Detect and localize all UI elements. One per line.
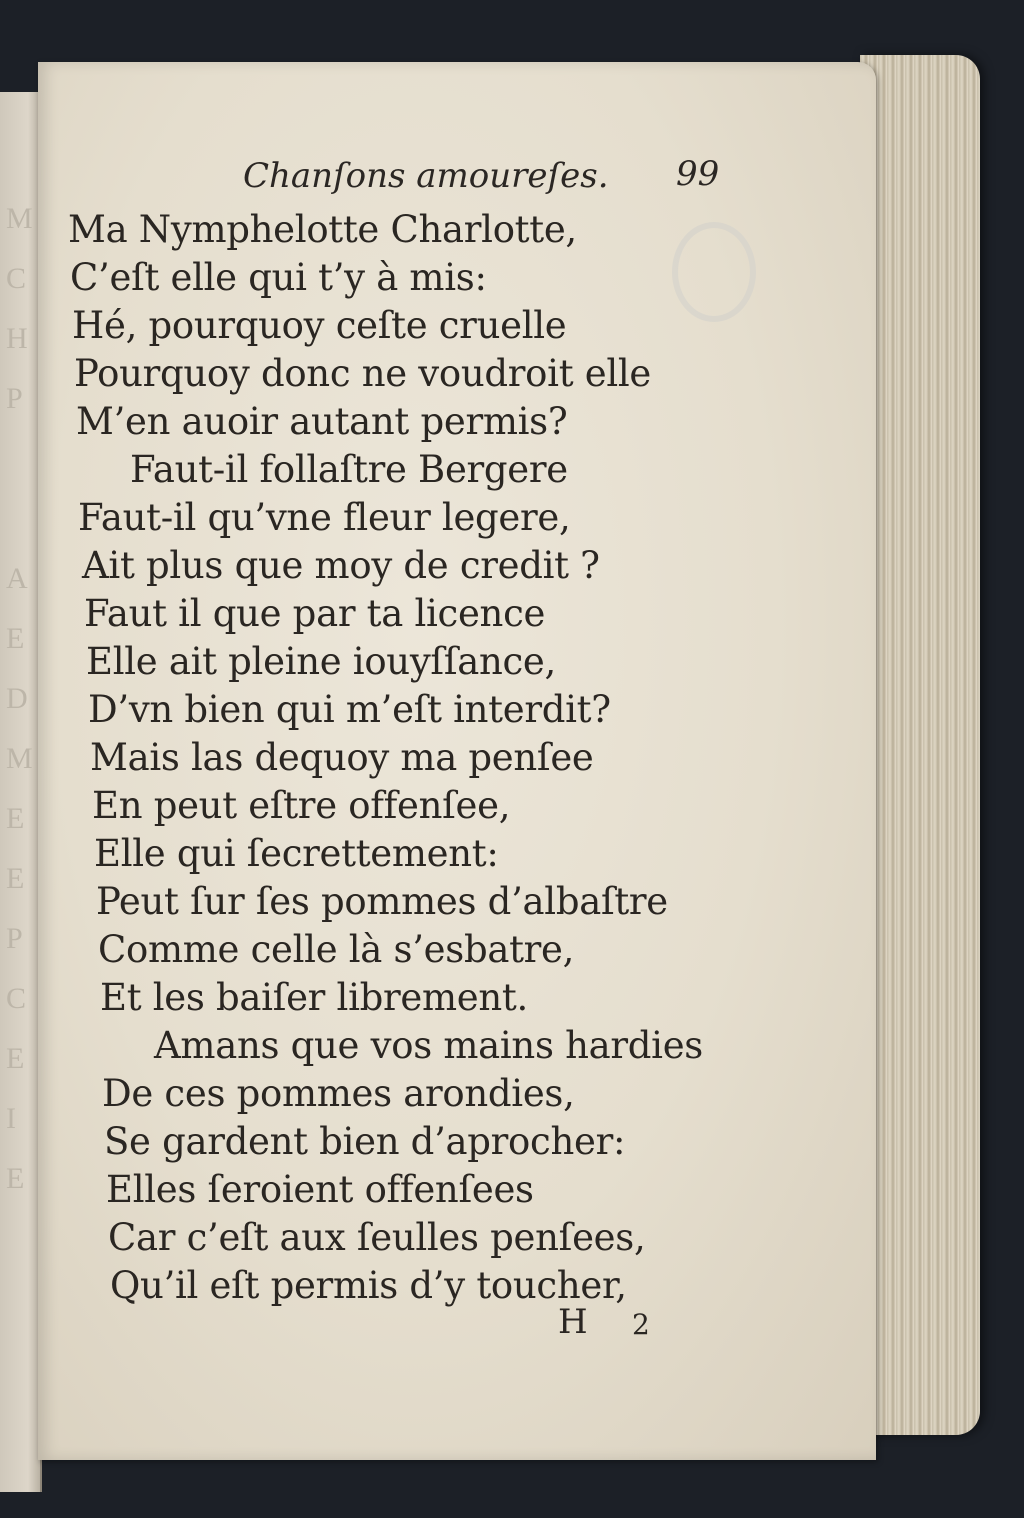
verse-line: Ma Nymphelotte Charlotte,: [68, 208, 577, 251]
left-page-letter: C: [6, 982, 27, 1015]
left-page-letter: D: [6, 682, 28, 715]
left-page-letter: C: [6, 262, 27, 295]
verse-line: Mais las dequoy ma penſee: [90, 736, 594, 779]
page-stack-edge: [860, 55, 980, 1435]
left-page-letter: E: [6, 1162, 25, 1195]
left-page-letter: M: [6, 742, 33, 775]
verse-line: Car c’eſt aux ſeulles penſees,: [108, 1216, 646, 1259]
left-page-letter: E: [6, 862, 25, 895]
book-page: [38, 62, 876, 1460]
left-page-letter: H: [6, 322, 28, 355]
verse-line: Faut-il qu’vne fleur legere,: [78, 496, 571, 539]
left-page-letter: A: [6, 562, 28, 595]
left-page-letter: E: [6, 1042, 25, 1075]
verse-line: Et les baiſer librement.: [100, 976, 528, 1019]
verse-line: D’vn bien qui m’eſt interdit?: [88, 688, 611, 731]
left-page-letter: P: [6, 382, 23, 415]
verse-line: Faut il que par ta licence: [84, 592, 546, 635]
verse-line: Se gardent bien d’aprocher:: [104, 1120, 626, 1163]
verse-line: En peut eſtre offenſee,: [92, 784, 511, 827]
signature-number: 2: [632, 1308, 650, 1341]
verse-line: Peut ſur ſes pommes d’albaſtre: [96, 880, 668, 923]
left-page-letter: E: [6, 622, 25, 655]
left-page-edge: [0, 92, 42, 1492]
verse-line: Pourquoy donc ne voudroit elle: [74, 352, 651, 395]
verse-line: Ait plus que moy de credit ?: [82, 544, 600, 587]
verse-line: Qu’il eſt permis d’y toucher,: [110, 1264, 627, 1307]
left-page-letter: P: [6, 922, 23, 955]
verse-line: Elle ait pleine iouyſſance,: [86, 640, 556, 683]
verse-line: Elles ſeroient offenſees: [106, 1168, 534, 1211]
left-page-letter: E: [6, 802, 25, 835]
verse-line: Comme celle là s’esbatre,: [98, 928, 575, 971]
verse-line: M’en auoir autant permis?: [76, 400, 568, 443]
left-page-letter: M: [6, 202, 33, 235]
verse-line: Faut-il follaſtre Bergere: [130, 448, 568, 491]
page-number: 99: [676, 154, 720, 194]
show-through-letter-o: [672, 222, 756, 322]
verse-line: Elle qui ſecrettement:: [94, 832, 499, 875]
running-head: Chanſons amoureſes.: [243, 156, 609, 196]
verse-line: Amans que vos mains hardies: [154, 1024, 703, 1067]
verse-line: Hé, pourquoy ceſte cruelle: [72, 304, 567, 347]
verse-line: C’eſt elle qui t’y à mis:: [70, 256, 487, 299]
left-page-letter: I: [6, 1102, 16, 1135]
verse-line: De ces pommes arondies,: [102, 1072, 575, 1115]
signature-letter: H: [558, 1302, 588, 1342]
